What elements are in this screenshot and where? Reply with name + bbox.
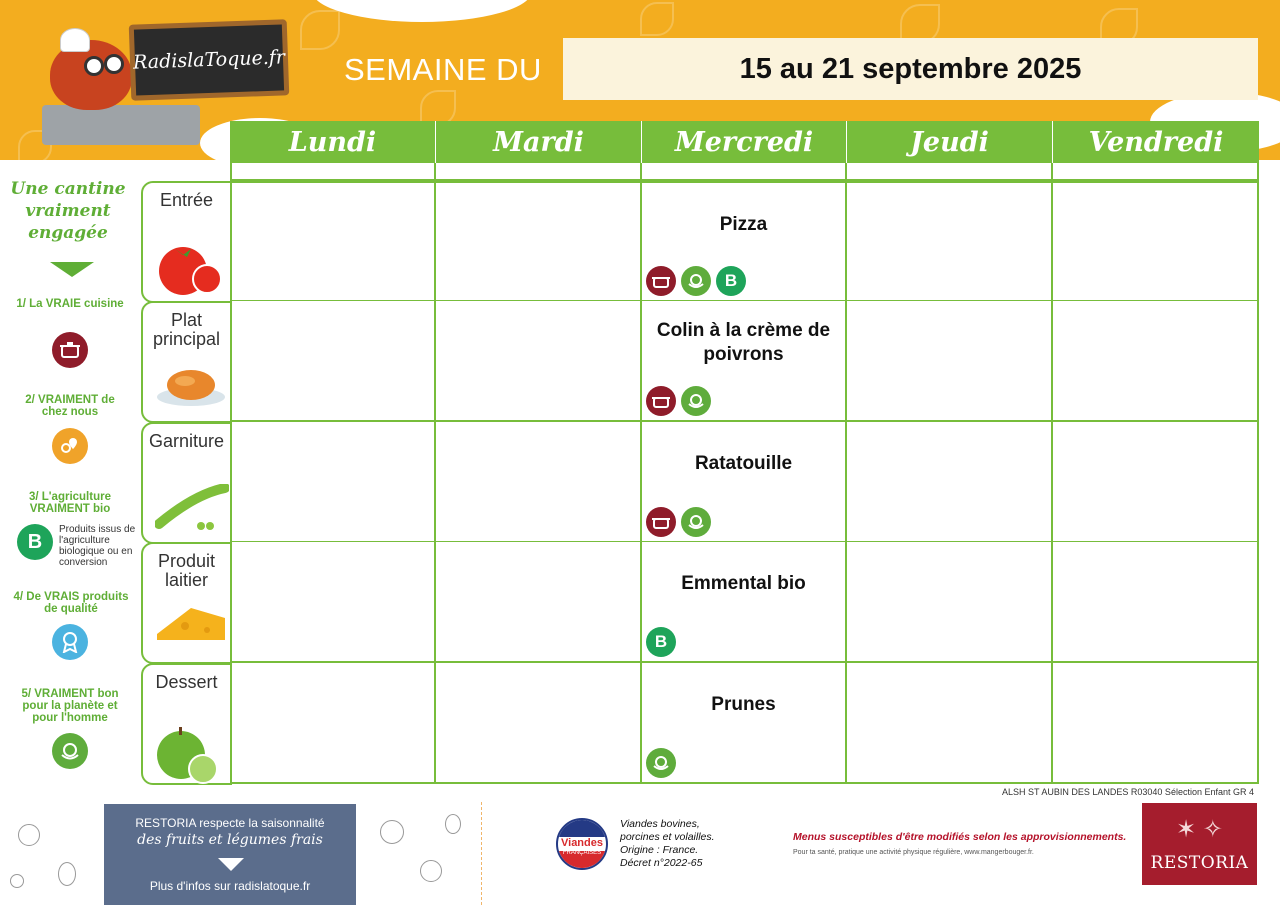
stove-illustration <box>42 105 200 145</box>
week-dates: 15 au 21 septembre 2025 <box>739 52 1082 85</box>
header-spacer <box>1053 163 1259 181</box>
menu-cell <box>230 301 436 422</box>
week-date-box <box>563 38 1258 100</box>
vf-logo-sub: FRANÇAISES <box>562 850 602 856</box>
header-spacer <box>436 163 642 181</box>
promo-link[interactable]: Plus d'infos sur radislatoque.fr <box>149 879 311 893</box>
bio-b-icon <box>17 524 53 560</box>
doodle-fruit-icon <box>380 820 404 844</box>
bio-b-icon: B <box>646 627 676 657</box>
category-cell <box>141 422 232 544</box>
menu-cell <box>847 542 1053 663</box>
bio-badge-letter: B <box>27 530 43 553</box>
cooking-pot-icon <box>646 507 676 537</box>
menu-cell <box>642 301 847 422</box>
menu-cell <box>642 542 847 663</box>
local-farm-icon <box>52 428 88 464</box>
brand-logo-text: RadislaToque.fr <box>132 46 286 74</box>
menu-cell <box>230 181 436 302</box>
menu-cell <box>436 542 642 663</box>
menu-cell <box>847 663 1053 784</box>
dish-name: Prunes <box>711 694 776 715</box>
menu-cell <box>847 301 1053 422</box>
menu-change-notice: Menus susceptibles d'être modifiés selon les approvisionnements. <box>793 831 1127 843</box>
day-header-mercredi: Mercredi <box>642 121 848 163</box>
doodle-fruit-icon <box>445 814 461 834</box>
menu-cell <box>436 663 642 784</box>
legend-item-text: 3/ L'agriculture VRAIMENT bio <box>29 491 111 515</box>
legend-item-text: 2/ VRAIMENT de chez nous <box>25 394 115 418</box>
day-header-vendredi: Vendredi <box>1053 121 1259 163</box>
promo-line-1: RESTORIA respecte la saisonnalité <box>135 816 325 830</box>
menu-cell <box>642 422 847 543</box>
menu-cell <box>436 422 642 543</box>
category-label: Dessert <box>155 672 218 692</box>
legend-item-text: 1/ La VRAIE cuisine <box>16 298 124 310</box>
bio-b-icon: B <box>716 266 746 296</box>
menu-cell <box>642 663 847 784</box>
dish-name: Emmental bio <box>681 573 806 594</box>
day-header-lundi: Lundi <box>230 121 437 163</box>
menu-cell <box>436 301 642 422</box>
planet-hands-icon <box>52 733 88 769</box>
mascot-eye <box>84 56 104 76</box>
roast-chicken-icon <box>155 363 227 412</box>
menu-cell <box>436 181 642 302</box>
doodle-fruit-icon <box>10 874 24 888</box>
tomato-icon <box>155 243 223 300</box>
dish-name: Ratatouille <box>694 453 793 474</box>
category-label: Garniture <box>148 431 225 451</box>
logo-blue-band <box>558 820 606 837</box>
category-label: Produit laitier <box>157 551 216 590</box>
seasonality-promo[interactable] <box>104 804 356 905</box>
legend-item-text: 4/ De VRAIS produits de qualité <box>13 591 129 615</box>
planet-hands-icon <box>681 266 711 296</box>
menu-cell <box>1053 542 1259 663</box>
header-spacer <box>847 163 1053 181</box>
day-header-jeudi: Jeudi <box>847 121 1054 163</box>
dish-name: Pizza <box>719 214 768 235</box>
restoria-logo[interactable] <box>1142 803 1257 885</box>
header-spacer <box>642 163 847 181</box>
restoria-logo-text: RESTORIA <box>1150 853 1249 873</box>
apple-icon <box>155 725 225 790</box>
cooking-pot-icon <box>646 386 676 416</box>
planet-hands-icon <box>681 386 711 416</box>
menu-cell <box>230 542 436 663</box>
legend-title: Une cantine vraiment engagée <box>10 179 126 243</box>
legend-item-text: 5/ VRAIMENT bon pour la planète et pour l'homme <box>21 688 119 724</box>
planet-hands-icon <box>646 748 676 778</box>
dish-name: Colin à la crème de poivrons <box>656 320 831 365</box>
promo-line-2: des fruits et légumes frais <box>137 832 323 848</box>
week-label: SEMAINE DU <box>344 52 542 87</box>
menu-cell <box>642 181 847 302</box>
bio-note: Produits issus de l'agriculture biologique ou en conversion <box>59 524 136 568</box>
category-cell <box>141 542 232 664</box>
quality-labels <box>646 507 711 537</box>
leaf-pattern <box>640 2 674 36</box>
promo-arrow-icon <box>218 858 244 871</box>
meat-origin-line: Origine : France. <box>620 844 699 856</box>
vf-logo-text: Viandes <box>561 837 603 849</box>
day-header-mardi: Mardi <box>436 121 643 163</box>
chef-hat-icon <box>60 28 90 52</box>
category-label: Entrée <box>159 190 214 210</box>
menu-cell <box>1053 181 1259 302</box>
quality-labels <box>646 748 676 778</box>
category-cell <box>141 663 232 785</box>
cooking-pot-icon <box>52 332 88 368</box>
quality-medal-icon <box>52 624 88 660</box>
menu-cell <box>230 663 436 784</box>
quality-labels <box>646 627 676 657</box>
restoria-stars-icon: ✶ ✧ <box>1176 816 1223 843</box>
menu-cell <box>1053 422 1259 543</box>
menu-reference: ALSH ST AUBIN DES LANDES R03040 Sélection Enfant GR 4 <box>1002 787 1254 797</box>
doodle-fruit-icon <box>420 860 442 882</box>
category-cell <box>141 301 232 423</box>
cooking-pot-icon <box>646 266 676 296</box>
leaf-pattern <box>300 10 340 50</box>
mascot-eye <box>104 54 124 74</box>
cheese-icon <box>155 604 227 649</box>
header-spacer <box>230 163 436 181</box>
quality-labels <box>646 266 746 296</box>
menu-cell <box>1053 301 1259 422</box>
meat-origin-line: Viandes bovines, <box>620 818 700 830</box>
meat-origin-line: Décret n°2022-65 <box>620 857 703 869</box>
meat-origin-line: porcines et volailles. <box>620 831 715 843</box>
pea-pod-icon <box>155 484 229 537</box>
category-cell <box>141 181 232 303</box>
doodle-fruit-icon <box>18 824 40 846</box>
category-label: Plat principal <box>152 310 221 349</box>
brand-logo[interactable] <box>129 19 290 100</box>
menu-cell <box>1053 663 1259 784</box>
doodle-fruit-icon <box>58 862 76 886</box>
quality-labels <box>646 386 711 416</box>
menu-cell <box>847 422 1053 543</box>
cloud-shape <box>312 0 532 22</box>
menu-cell <box>847 181 1053 302</box>
health-notice: Pour ta santé, pratique une activité physique régulière, www.mangerbouger.fr. <box>793 849 1034 856</box>
menu-cell <box>230 422 436 543</box>
planet-hands-icon <box>681 507 711 537</box>
meat-origin-note <box>620 818 715 870</box>
viandes-francaises-logo <box>556 818 608 870</box>
legend-arrow-icon <box>50 262 94 277</box>
